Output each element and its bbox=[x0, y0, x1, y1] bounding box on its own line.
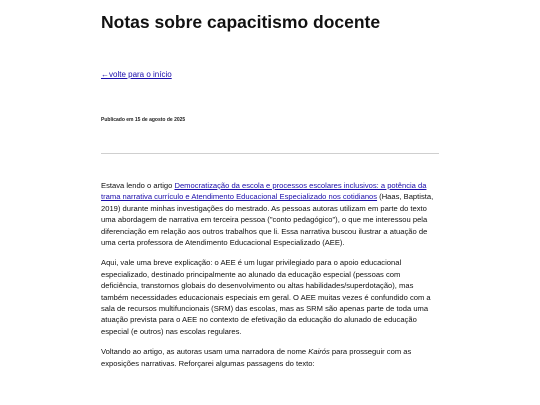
article-body bbox=[101, 180, 439, 378]
paragraph-1-text: (Haas, Baptista, 2019) durante minhas investigações do mestrado. As pessoas autoras utilizam em parte do texto uma abordagem de narrativa em terceira pessoa ("conto pedagógico"), o que me interessou pela diferenciação em relação aos outros trabalhos que li. Essa narrativa buscou ilustrar a atuação de uma certa professora de Atendimento Educacional Especializado (AEE). bbox=[101, 192, 434, 248]
paragraph-3-text: para prosseguir com as exposições narrativas. Reforçarei algumas passagens do texto: bbox=[101, 347, 412, 368]
page-title: Notas sobre capacitismo docente bbox=[101, 12, 381, 32]
paragraph-3 bbox=[101, 346, 439, 369]
paragraph-1-intro: Estava lendo o artigo bbox=[101, 181, 175, 190]
article-reference-link[interactable]: Democratização da escola e processos escolares inclusivos: a potência da trama narrativa currículo e Atendimento Educacional Especializado nos cotidianos bbox=[101, 181, 427, 202]
paragraph-1 bbox=[101, 180, 439, 248]
paragraph-3-intro: Voltando ao artigo, as autoras usam uma narradora de nome bbox=[101, 347, 309, 357]
paragraph-2: Aqui, vale uma breve explicação: o AEE é um lugar privilegiado para o apoio educacional especializado, destinado principalmente ao alunado da educação especial (pessoas com deficiência, transtornos globais do desenvolvimento ou altas habilidades/superdotação), mas também necessidades educacionais especiais em geral. O AEE muitas vezes é confundido com a sala de recursos multifuncionais (SRM) das escolas, mas as SRM são apenas parte de toda uma atuação prevista para o AEE no contexto de efetivação da educação do alunado de educação especial (e outros) nas escolas regulares. bbox=[101, 258, 431, 336]
narrator-name: Kairós bbox=[308, 347, 330, 357]
back-to-home-link[interactable]: ←volte para o início bbox=[101, 70, 172, 79]
publish-date: Publicado em 15 de agosto de 2025 bbox=[101, 117, 186, 123]
divider bbox=[101, 153, 439, 154]
